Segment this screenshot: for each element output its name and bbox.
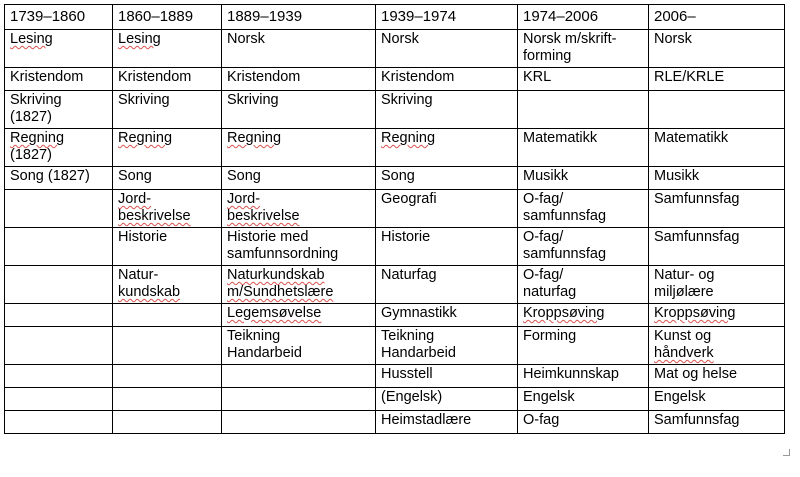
table-cell	[376, 91, 518, 129]
cell-text: Song	[227, 168, 261, 184]
cell-text: Regning	[10, 130, 65, 146]
table-cell	[5, 91, 113, 129]
table-cell	[113, 266, 222, 304]
table-cell	[222, 266, 376, 304]
table-cell	[222, 68, 376, 91]
cell-text: Heimstadlære	[381, 412, 472, 428]
cell-text: Lesing	[10, 31, 53, 47]
cell-text: Skriving	[118, 92, 170, 108]
cell-text: Norsk	[654, 31, 692, 47]
table-cell	[222, 365, 376, 388]
table-cell	[376, 388, 518, 411]
table-cell	[113, 411, 222, 434]
header-period-1974-2006: 1974–2006	[518, 5, 649, 30]
cell-text: Jord-	[118, 191, 152, 207]
table-cell	[5, 190, 113, 228]
cell-text: O-fag/	[523, 191, 564, 207]
cell-text: samfunnsfag	[523, 246, 607, 262]
table-row	[5, 228, 785, 266]
cell-text: Historie	[118, 229, 168, 245]
cell-text: Legemsøvelse	[227, 305, 322, 321]
table-cell	[518, 68, 649, 91]
table-cell	[5, 365, 113, 388]
cell-text: O-fag/	[523, 229, 564, 245]
cell-text: Norsk m/skrift-	[523, 31, 617, 47]
table-row	[5, 266, 785, 304]
header-period-2006: 2006–	[649, 5, 785, 30]
table-row	[5, 91, 785, 129]
cell-text: Teikning	[227, 328, 281, 344]
cell-text: naturfag	[523, 284, 577, 300]
table-cell	[376, 167, 518, 190]
cell-text: Mat og helse	[654, 366, 738, 382]
cell-text: Natur-	[118, 267, 159, 283]
table-cell	[649, 129, 785, 167]
cell-text: Forming	[523, 328, 577, 344]
table-cell	[113, 91, 222, 129]
table-cell	[5, 167, 113, 190]
table-cell	[518, 167, 649, 190]
table-cell	[113, 327, 222, 365]
cell-text: Matematikk	[523, 130, 598, 146]
table-cell	[222, 411, 376, 434]
cell-text: Norsk	[227, 31, 265, 47]
cell-text: Regning	[381, 130, 436, 146]
table-cell	[113, 228, 222, 266]
cell-text: Kroppsøving	[654, 305, 736, 321]
table-cell	[113, 129, 222, 167]
table-cell	[518, 327, 649, 365]
cell-text: Gymnastikk	[381, 305, 457, 321]
table-cell	[222, 190, 376, 228]
table-cell	[5, 304, 113, 327]
cell-text: m/Sundhetslære	[227, 284, 334, 300]
cell-text: RLE/KRLE	[654, 69, 725, 85]
table-cell	[376, 190, 518, 228]
table-row	[5, 68, 785, 91]
table-cell	[518, 365, 649, 388]
table-cell	[649, 190, 785, 228]
header-period-1939-1974: 1939–1974	[376, 5, 518, 30]
cell-text: Samfunnsfag	[654, 229, 740, 245]
table-row	[5, 327, 785, 365]
cell-text: Jord-	[227, 191, 261, 207]
table-row	[5, 129, 785, 167]
table-cell	[5, 228, 113, 266]
table-cell	[113, 388, 222, 411]
cell-text: samfunnsfag	[523, 208, 607, 224]
table-cell	[518, 91, 649, 129]
cell-text: Engelsk	[523, 389, 575, 405]
header-period-1889-1939: 1889–1939	[222, 5, 376, 30]
cell-text: Song	[381, 168, 415, 184]
cell-text: samfunnsordning	[227, 246, 339, 262]
cell-text: Historie med	[227, 229, 309, 245]
cell-text: Kristendom	[118, 69, 192, 85]
table-cell	[5, 266, 113, 304]
table-cell	[5, 30, 113, 68]
cell-text: Teikning	[381, 328, 435, 344]
cell-text: Regning	[118, 130, 173, 146]
cell-text: Kristendom	[381, 69, 455, 85]
table-cell	[376, 327, 518, 365]
table-header	[5, 5, 785, 30]
table-cell	[649, 327, 785, 365]
table-row	[5, 30, 785, 68]
table-cell	[376, 304, 518, 327]
table-cell	[376, 68, 518, 91]
table-cell	[113, 68, 222, 91]
cell-text: O-fag	[523, 412, 560, 428]
cell-text: Husstell	[381, 366, 433, 382]
table-cell	[5, 327, 113, 365]
cell-text: Engelsk	[654, 389, 706, 405]
table-cell	[113, 365, 222, 388]
table-cell	[518, 388, 649, 411]
table-cell	[376, 411, 518, 434]
table-cell	[376, 365, 518, 388]
table-cell	[649, 266, 785, 304]
cell-text: Kristendom	[10, 69, 84, 85]
table-cell	[5, 129, 113, 167]
cell-text: Natur- og	[654, 267, 715, 283]
table-cell	[376, 228, 518, 266]
cell-text: Skriving	[227, 92, 279, 108]
table-cell	[222, 228, 376, 266]
cell-text: beskrivelse	[118, 208, 191, 224]
table-cell	[222, 91, 376, 129]
cell-text: Skriving	[10, 92, 62, 108]
header-row	[5, 5, 785, 30]
cell-text: Kroppsøving	[523, 305, 605, 321]
table-cell	[518, 266, 649, 304]
cell-text: Kunst og	[654, 328, 712, 344]
table-cell	[5, 68, 113, 91]
table-cell	[5, 388, 113, 411]
table-cell	[518, 228, 649, 266]
subject-history-table	[4, 4, 785, 434]
table-cell	[649, 388, 785, 411]
header-period-1739-1860: 1739–1860	[5, 5, 113, 30]
cell-text: kundskab	[118, 284, 181, 300]
cell-text: Samfunnsfag	[654, 191, 740, 207]
table-row	[5, 388, 785, 411]
table-cell	[5, 411, 113, 434]
header-period-1860-1889: 1860–1889	[113, 5, 222, 30]
table-cell	[649, 365, 785, 388]
cell-text: O-fag/	[523, 267, 564, 283]
cell-text: (1827)	[10, 147, 52, 163]
table-cell	[222, 327, 376, 365]
table-body	[5, 30, 785, 434]
table-cell	[518, 304, 649, 327]
table-cell	[518, 129, 649, 167]
cell-text: håndverk	[654, 345, 714, 361]
table-cell	[113, 190, 222, 228]
table-row	[5, 304, 785, 327]
table-cell	[649, 68, 785, 91]
table-row	[5, 411, 785, 434]
cell-text: Musikk	[523, 168, 569, 184]
table-cell	[222, 129, 376, 167]
table-cell	[649, 167, 785, 190]
table-row	[5, 190, 785, 228]
table-cell	[222, 30, 376, 68]
cell-text: Geografi	[381, 191, 437, 207]
cell-text: Naturfag	[381, 267, 437, 283]
table-cell	[113, 167, 222, 190]
table-cell	[649, 304, 785, 327]
cell-text: Skriving	[381, 92, 433, 108]
table-cell	[518, 411, 649, 434]
table-row	[5, 365, 785, 388]
table-cell	[649, 411, 785, 434]
cell-text: Handarbeid	[227, 345, 302, 361]
table-cell	[649, 91, 785, 129]
cell-text: Matematikk	[654, 130, 729, 146]
cell-text: forming	[523, 48, 572, 64]
table-cell	[518, 30, 649, 68]
table-cell	[649, 228, 785, 266]
table-cell	[376, 30, 518, 68]
cell-text: Handarbeid	[381, 345, 456, 361]
cell-text: Musikk	[654, 168, 700, 184]
cell-text: beskrivelse	[227, 208, 300, 224]
table-cell	[222, 167, 376, 190]
cell-text: Historie	[381, 229, 431, 245]
cell-text: Song (1827)	[10, 168, 90, 184]
table-cell	[649, 30, 785, 68]
cell-text: (1827)	[10, 109, 52, 125]
cell-text: miljølære	[654, 284, 714, 300]
table-cell	[222, 388, 376, 411]
cell-text: Heimkunnskap	[523, 366, 619, 382]
table-cell	[113, 304, 222, 327]
cell-text: Norsk	[381, 31, 419, 47]
table-cell	[518, 190, 649, 228]
corner-mark	[783, 449, 790, 456]
table-cell	[113, 30, 222, 68]
cell-text: (Engelsk)	[381, 389, 443, 405]
table-row	[5, 167, 785, 190]
cell-text: Samfunnsfag	[654, 412, 740, 428]
table-cell	[222, 304, 376, 327]
cell-text: KRL	[523, 69, 552, 85]
cell-text: Song	[118, 168, 152, 184]
cell-text: Naturkundskab	[227, 267, 325, 283]
table-cell	[376, 266, 518, 304]
table-cell	[376, 129, 518, 167]
cell-text: Lesing	[118, 31, 161, 47]
cell-text: Kristendom	[227, 69, 301, 85]
cell-text: Regning	[227, 130, 282, 146]
